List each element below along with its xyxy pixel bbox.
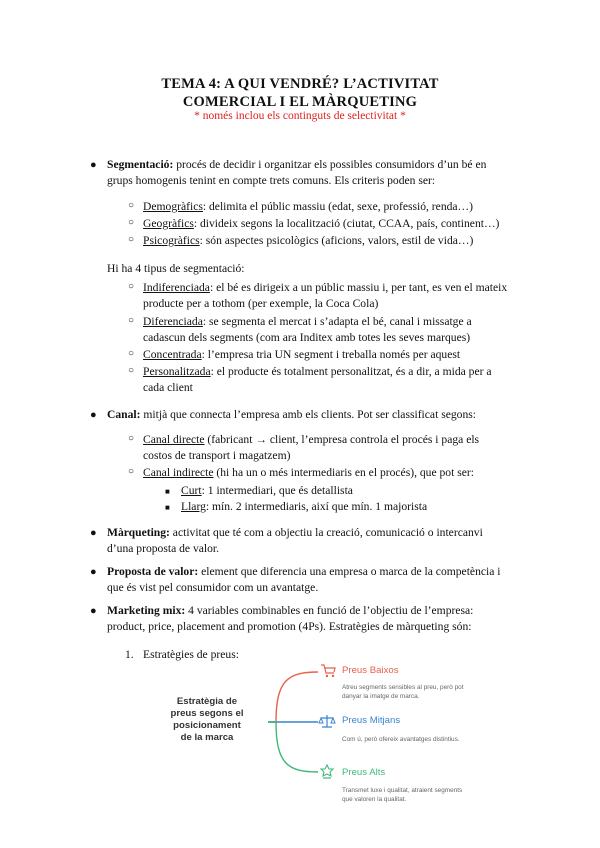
bullet-icon: ● [90,605,97,617]
canal-tipus-item: Curt: 1 intermediari, que és detallista [181,484,353,497]
subtitle-note: * només inclou els continguts de selectivitat * [194,110,406,122]
estrategies-preus-label: Estratègies de preus: [143,648,239,661]
option-low-desc: Atreu segments sensibles al preu, però pot danyar la imatge de marca. [342,684,464,700]
connector-high [268,722,318,772]
circle-bullet-icon: ○ [128,200,135,211]
option-mid-desc: Com ú, però ofereix avantatges distintius. [342,736,460,743]
option-low-label: Preus Baixos [342,665,399,676]
bullet-icon: ● [90,566,97,578]
tipus-item: Indiferenciada: el bé es dirigeix a un públic massiu i, per tant, es ven el mateix producte per a tothom (per exemple, la Coca Cola) [143,281,508,310]
tipus-item: Personalitzada: el producte és totalment personalitzat, és a dir, a mida per a cada client [143,365,492,394]
circle-bullet-icon: ○ [128,281,135,292]
marketing-mix-paragraph: Marketing mix: 4 variables combinables en funció de l’objectiu de l’empresa: product, price, placement and promotion (4Ps). Estratègies de màrqueting són: [107,604,474,633]
circle-bullet-icon: ○ [128,348,135,359]
circle-bullet-icon: ○ [128,217,135,228]
circle-bullet-icon: ○ [128,365,135,376]
criteri-item: Psicogràfics: són aspectes psicològics (aficions, valors, estil de vida…) [143,234,474,247]
canal-directe: Canal directe (fabricant → client, l’empresa controla el procés i paga els costos de transport i magatzem) [143,433,480,462]
circle-bullet-icon: ○ [128,315,135,326]
criteri-item: Geogràfics: divideix segons la localització (ciutat, CCAA, país, continent…) [143,217,500,230]
balance-icon [319,715,335,727]
marqueting-paragraph: Màrqueting: activitat que té com a objectiu la creació, comunicació o intercanvi d’una proposta de valor. [107,526,483,555]
list-number: 1. [125,648,134,661]
tipus-item: Diferenciada: se segmenta el mercat i s’adapta el bé, canal i missatge a cadascun dels segments (com ara Inditex amb totes les seves marques) [143,315,472,344]
diagram-center-label: Estratègia de preus segons el posicionament de la marca [170,696,244,743]
title-line-1: TEMA 4: A QUI VENDRÉ? L’ACTIVITAT [161,76,439,92]
proposta-paragraph: Proposta de valor: element que diferencia una empresa o marca de la competència i que és vist pel consumidor com un avantatge. [107,565,501,594]
circle-bullet-icon: ○ [128,466,135,477]
canal-tipus-item: Llarg: mín. 2 intermediaris, així que mín. 1 majorista [181,500,428,513]
option-mid-label: Preus Mitjans [342,715,401,726]
square-bullet-icon: ■ [165,487,170,496]
price-tag-icon [321,665,335,677]
circle-bullet-icon: ○ [128,234,135,245]
title-line-2: COMERCIAL I EL MÀRQUETING [182,94,418,110]
tipus-intro: Hi ha 4 tipus de segmentació: [107,262,245,275]
pricing-strategy-diagram [148,660,488,810]
bullet-icon: ● [90,527,97,539]
bullet-icon: ● [90,159,97,171]
criteri-item: Demogràfics: delimita el públic massiu (edat, sexe, professió, renda…) [143,200,474,213]
canal-paragraph: Canal: mitjà que connecta l’empresa amb els clients. Pot ser classificat segons: [107,408,476,421]
bullet-icon: ● [90,409,97,421]
circle-bullet-icon: ○ [128,433,135,444]
segmentacio-paragraph: Segmentació: procés de decidir i organitzar els possibles consumidors d’un bé en grups homogenis tenint en compte trets comuns. Els criteris poden ser: [107,158,487,187]
option-high-label: Preus Alts [342,767,386,778]
square-bullet-icon: ■ [165,503,170,512]
tipus-item: Concentrada: l’empresa tria UN segment i treballa només per aquest [143,348,461,361]
option-high-desc: Transmet luxe i qualitat, atraient segments que valoren la qualitat. [342,787,463,803]
premium-icon [321,765,333,778]
canal-indirecte: Canal indirecte (hi ha un o més intermediaris en el procés), que pot ser: [143,466,474,479]
segmentacio-term: Segmentació: [107,158,174,171]
connector-low [268,672,318,722]
